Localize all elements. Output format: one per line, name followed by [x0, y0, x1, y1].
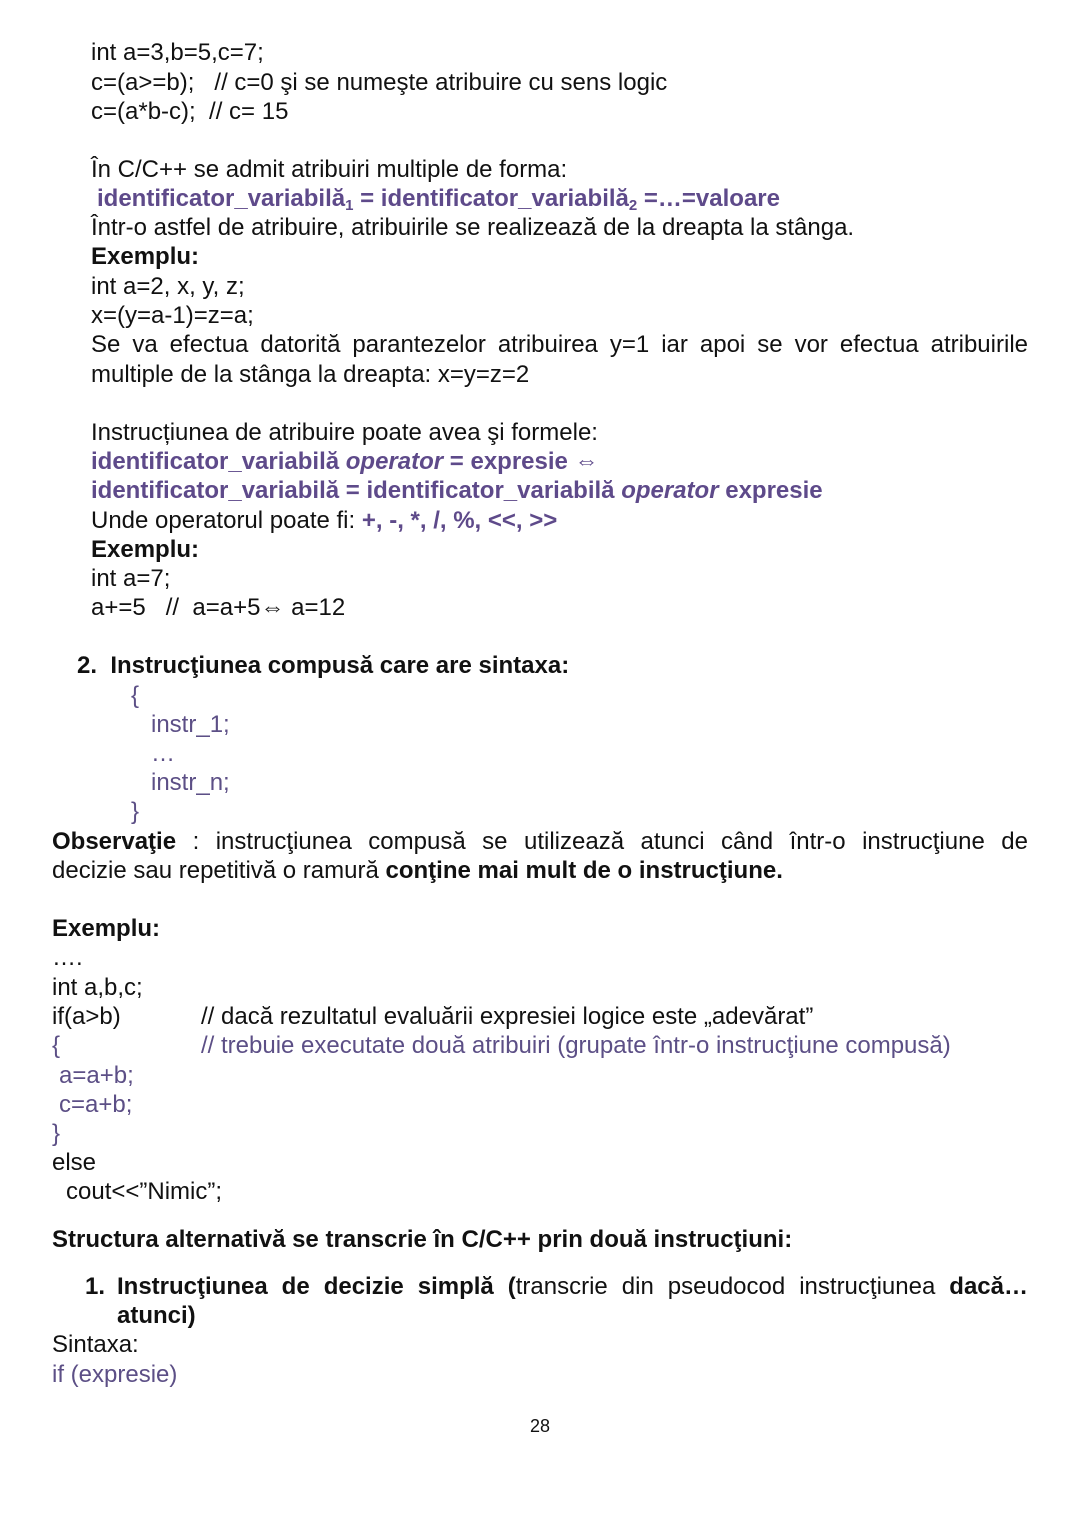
text-line: [91, 593, 345, 623]
text-run: // dacă rezultatul evaluării expresiei logice este „adevărat”: [201, 1003, 814, 1030]
text-line: [77, 651, 569, 681]
text-line: [52, 1002, 121, 1032]
text-run: transcrie din pseudocod instrucţiunea: [515, 1273, 950, 1300]
text-run: decizie sau repetitivă o ramură: [52, 857, 386, 884]
text-line: [52, 856, 783, 886]
text-run: = expresie ⇔: [443, 448, 599, 475]
text-run: Într-o astfel de atribuire, atribuirile se realizează de la dreapta la stânga.: [91, 214, 855, 241]
text-run: Exemplu:: [91, 536, 200, 563]
text-run: 1.: [85, 1273, 106, 1300]
text-line: [91, 272, 245, 302]
text-run: // trebuie executate două atribuiri (grupate într-o instrucţiune compusă): [201, 1032, 951, 1059]
text-line: [91, 97, 288, 127]
text-run: Observaţie: [52, 828, 177, 855]
text-line: [91, 242, 199, 272]
text-run: c=(a*b-c); // c= 15: [91, 98, 289, 125]
text-run: int a=2, x, y, z;: [91, 273, 245, 300]
text-run: Instrucţiunea de decizie simplă (: [117, 1273, 516, 1300]
text-run: atunci): [117, 1302, 196, 1329]
text-run: 2. Instrucţiunea compusă care are sintaxa:: [77, 652, 570, 679]
text-line: [91, 418, 598, 448]
text-line: [59, 1090, 132, 1120]
text-run: Unde operatorul poate fi:: [91, 507, 362, 534]
text-run: }: [131, 798, 140, 825]
text-line: [85, 1272, 105, 1302]
text-line: [52, 973, 143, 1003]
text-run: a=a+b;: [59, 1062, 134, 1089]
text-run: 2: [628, 197, 638, 214]
text-run: În C/C++ se admit atribuiri multiple de forma:: [91, 156, 568, 183]
text-run: Exemplu:: [91, 243, 200, 270]
text-run: conţine mai mult de o instrucţiune.: [385, 857, 783, 884]
text-run: cout<<”Nimic”;: [66, 1178, 223, 1205]
text-run: instr_n;: [151, 769, 230, 796]
text-run: ….: [52, 944, 83, 971]
text-run: int a=3,b=5,c=7;: [91, 39, 264, 66]
text-run: a+=5 // a=a+5⇔ a=12: [91, 594, 346, 621]
text-run: identificator_variabilă = identificator_variabilă: [91, 477, 622, 504]
text-run: =…=valoare: [637, 185, 780, 212]
text-line: [151, 768, 230, 798]
text-run: Exemplu:: [52, 915, 161, 942]
text-run: : instrucţiunea compusă se utilizează atunci când într-o instrucţiune de: [176, 828, 1028, 855]
text-line: [91, 330, 1028, 360]
text-line: [91, 213, 854, 243]
text-line: [91, 564, 170, 594]
text-line: [91, 38, 264, 68]
text-line: [91, 301, 254, 331]
text-run: int a,b,c;: [52, 974, 143, 1001]
text-line: [131, 797, 139, 827]
text-line: [91, 68, 667, 98]
text-line: [91, 535, 199, 565]
text-line: [151, 739, 175, 769]
text-run: else: [52, 1149, 97, 1176]
text-run: Sintaxa:: [52, 1331, 139, 1358]
text-run: +, -, *, /, %, <<, >>: [361, 507, 558, 534]
text-line: [52, 1119, 60, 1149]
text-line: [66, 1177, 222, 1207]
text-line: [201, 1031, 951, 1061]
text-line: [52, 1031, 60, 1061]
text-line: [52, 943, 83, 973]
text-run: multiple de la stânga la dreapta: x=y=z=2: [91, 361, 530, 388]
text-run: {: [52, 1032, 61, 1059]
text-run: Se va efectua datorită parantezelor atribuirea y=1 iar apoi se vor efectua atribuirile: [91, 331, 1028, 358]
text-run: expresie: [718, 477, 823, 504]
text-line: [131, 681, 139, 711]
text-line: [52, 1148, 96, 1178]
text-line: [52, 1225, 792, 1255]
text-run: = identificator_variabilă: [353, 185, 629, 212]
text-line: [151, 710, 230, 740]
text-run: operator: [345, 448, 444, 475]
text-run: }: [52, 1120, 61, 1147]
text-line: [117, 1301, 196, 1331]
text-run: identificator_variabilă: [91, 448, 346, 475]
text-run: Instrucțiunea de atribuire poate avea şi formele:: [91, 419, 598, 446]
page-number: 28: [529, 1416, 551, 1436]
text-run: if(a>b): [52, 1003, 121, 1030]
text-line: [91, 155, 567, 185]
text-line: [52, 827, 1028, 857]
text-run: …: [151, 740, 175, 767]
text-run: operator: [621, 477, 719, 504]
text-run: 1: [345, 197, 354, 214]
text-line: [52, 1330, 139, 1360]
text-line: [91, 476, 823, 506]
text-run: identificator_variabilă: [97, 185, 346, 212]
text-line: [117, 1272, 1028, 1302]
text-line: [91, 447, 599, 477]
text-run: {: [131, 682, 140, 709]
text-run: int a=7;: [91, 565, 171, 592]
text-line: [201, 1002, 813, 1032]
text-line: [52, 1360, 177, 1390]
text-run: instr_1;: [151, 711, 230, 738]
text-line: [91, 506, 557, 536]
text-line: [59, 1061, 134, 1091]
text-run: c=(a>=b); // c=0 şi se numeşte atribuire cu sens logic: [91, 69, 668, 96]
text-run: Structura alternativă se transcrie în C/C++ prin două instrucţiuni:: [52, 1226, 793, 1253]
text-run: dacă…: [949, 1273, 1028, 1300]
text-run: c=a+b;: [59, 1091, 133, 1118]
text-line: [91, 360, 529, 390]
text-run: if (expresie): [52, 1361, 178, 1388]
text-line: [52, 914, 160, 944]
text-run: x=(y=a-1)=z=a;: [91, 302, 254, 329]
